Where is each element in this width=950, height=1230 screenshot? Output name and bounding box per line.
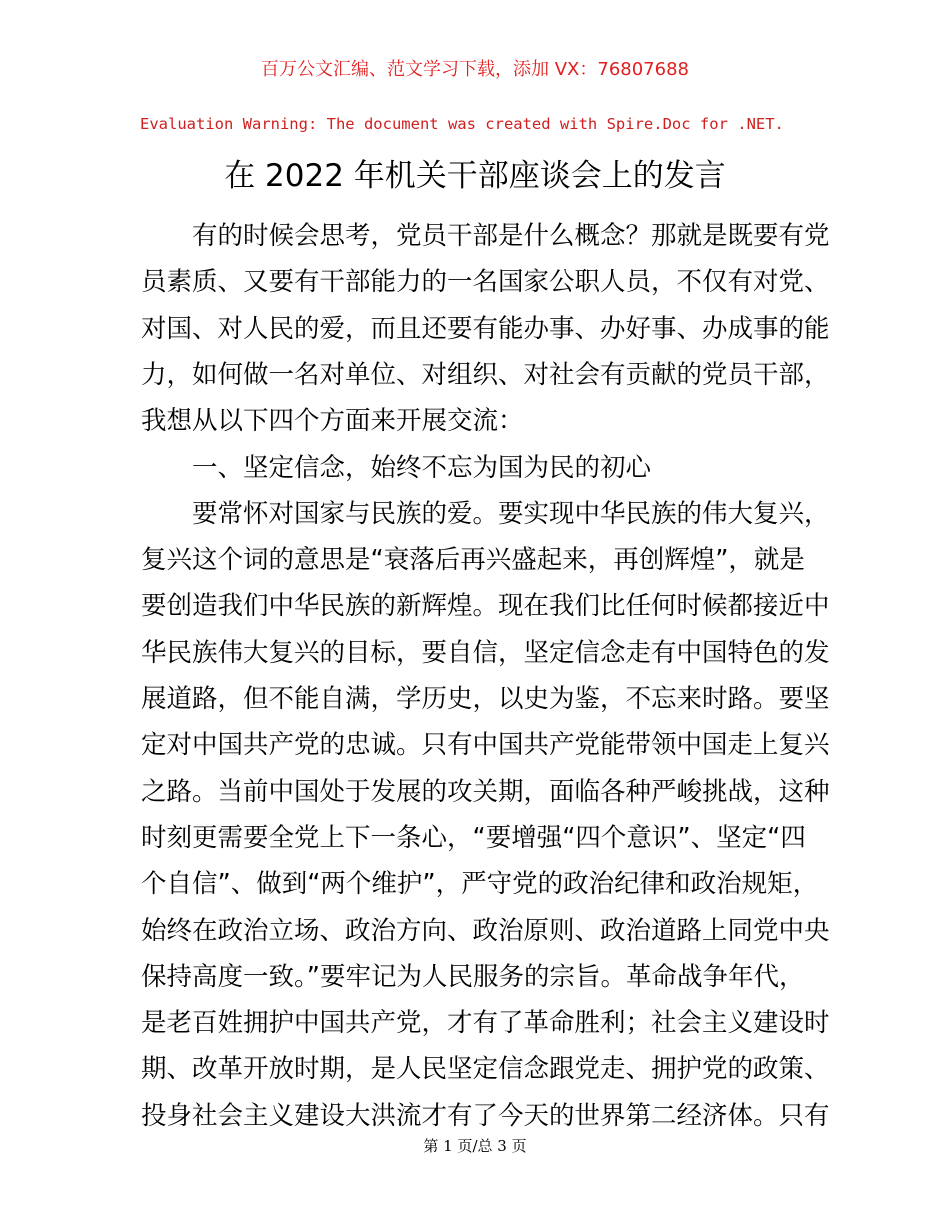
body-line: 之路。当前中国处于发展的攻关期，面临各种严峻挑战，这种: [141, 776, 830, 807]
body-line: 展道路，但不能自满，学历史，以史为鉴，不忘来时路。要坚: [141, 684, 830, 714]
body-line: 期、改革开放时期，是人民坚定信念跟党走、拥护党的政策、: [141, 1054, 830, 1085]
body-line: 有的时候会思考，党员干部是什么概念？那就是既要有党: [141, 221, 830, 251]
body-line: 个自信”、做到“两个维护”，严守党的政治纪律和政治规矩，: [141, 869, 819, 900]
body-line: 力，如何做一名对单位、对组织、对社会有贡献的党员干部，: [141, 359, 830, 390]
document-title: 在 2022 年机关干部座谈会上的发言: [224, 158, 726, 194]
body-line: 时刻更需要全党上下一条心，“要增强“四个意识”、坚定“四: [141, 822, 806, 853]
body-line: 投身社会主义建设大洪流才有了今天的世界第二经济体。只有: [141, 1100, 830, 1131]
body-line: 保持高度一致。”要牢记为人民服务的宗旨。革命战争年代，: [141, 961, 805, 992]
evaluation-warning: Evaluation Warning: The document was created with Spire.Doc for .NET.: [140, 115, 784, 133]
body-line: 对国、对人民的爱，而且还要有能办事、办好事、办成事的能: [141, 313, 830, 344]
body-line: 复兴这个词的意思是“衰落后再兴盛起来，再创辉煌”，就是: [141, 545, 805, 576]
body-line: 要创造我们中华民族的新辉煌。现在我们比任何时候都接近中: [141, 591, 830, 622]
body-line: 一、坚定信念，始终不忘为国为民的初心: [141, 452, 652, 483]
body-line: 员素质、又要有干部能力的一名国家公职人员，不仅有对党、: [141, 267, 830, 298]
body-line: 始终在政治立场、政治方向、政治原则、政治道路上同党中央: [141, 915, 830, 946]
page-footer: 第 1 页/总 3 页: [423, 1137, 527, 1155]
body-line: 华民族伟大复兴的目标，要自信，坚定信念走有中国特色的发: [141, 637, 830, 668]
body-line: 要常怀对国家与民族的爱。要实现中华民族的伟大复兴，: [141, 498, 830, 529]
body-line: 是老百姓拥护中国共产党，才有了革命胜利；社会主义建设时: [141, 1008, 830, 1039]
body-line: 我想从以下四个方面来开展交流：: [141, 406, 524, 437]
body-line: 定对中国共产党的忠诚。只有中国共产党能带领中国走上复兴: [141, 730, 830, 761]
header-banner: 百万公文汇编、范文学习下载，添加 VX：76807688: [261, 59, 689, 80]
